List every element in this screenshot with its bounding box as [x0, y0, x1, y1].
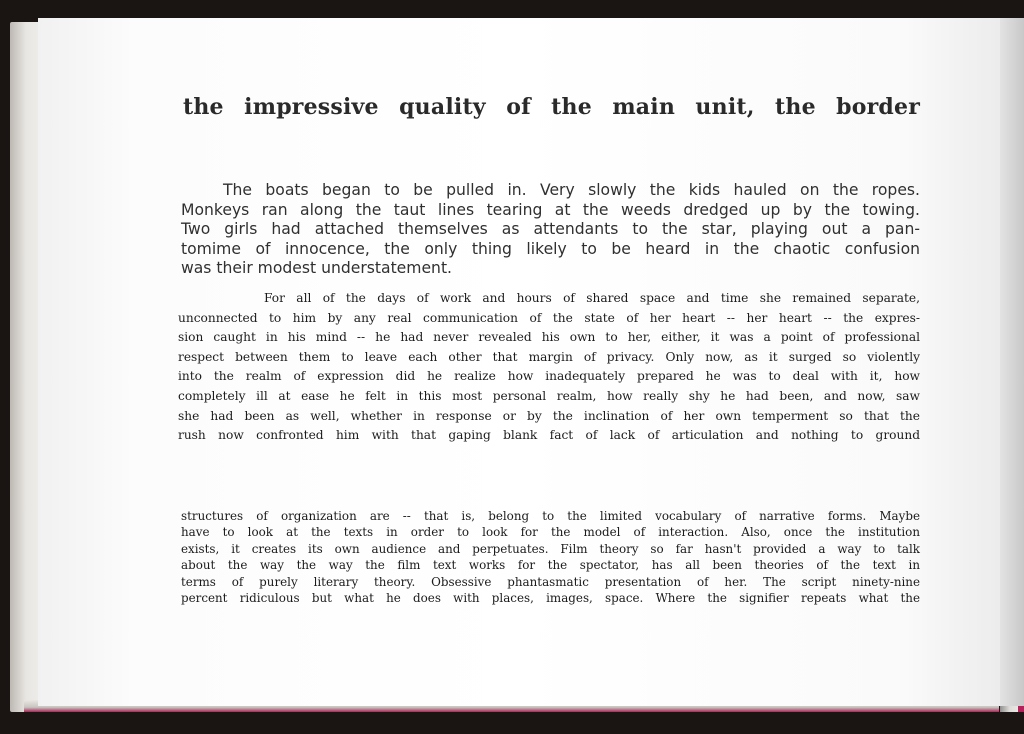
paragraph-line: she had been as well, whether in response or by the inclination of her own temperment so that the: [178, 408, 920, 423]
paragraph-line: sion caught in his mind -- he had never revealed his own to her, either, it was a point of professional: [178, 330, 920, 345]
paragraph-line: For all of the days of work and hours of shared space and time she remained separate,: [264, 291, 920, 305]
paragraph-line: terms of purely literary theory. Obsessive phantasmatic presentation of her. The script ninety-nine: [181, 574, 920, 589]
paragraph-line: percent ridiculous but what he does with places, images, space. Where the signifier repeats what the: [181, 591, 920, 606]
paragraph-line: tomime of innocence, the only thing likely to be heard in the chaotic confusion: [181, 239, 920, 258]
paragraph-line: exists, it creates its own audience and perpetuates. Film theory so far hasn't provided a way to talk: [181, 541, 920, 556]
paragraph-one: [181, 181, 920, 279]
paragraph-line: structures of organization are -- that is, belong to the limited vocabulary of narrative forms. Maybe: [181, 509, 920, 523]
page-heading: the impressive quality of the main unit, the border: [183, 94, 920, 120]
paragraph-line: unconnected to him by any real communication of the state of her heart -- her heart -- the expres-: [178, 310, 920, 325]
paragraph-line: completely ill at ease he felt in this most personal realm, how really shy he had been, and now, saw: [178, 388, 920, 403]
paragraph-line: Monkeys ran along the taut lines tearing at the weeds dredged up by the towing.: [181, 200, 920, 219]
paragraph-line: was their modest understatement.: [181, 259, 453, 278]
paragraph-line: Two girls had attached themselves as attendants to the star, playing out a pan-: [181, 220, 920, 239]
paragraph-line: rush now confronted him with that gaping blank fact of lack of articulation and nothing to ground: [178, 428, 920, 443]
paragraph-line: The boats began to be pulled in. Very slowly the kids hauled on the ropes.: [223, 181, 920, 199]
paragraph-two: [178, 289, 920, 446]
book-page: [38, 18, 1000, 706]
paragraph-line: respect between them to leave each other that margin of privacy. Only now, as it surged so violently: [178, 349, 920, 364]
paragraph-line: into the realm of expression did he realize how inadequately prepared he was to deal with it, how: [178, 369, 920, 384]
page-gutter: [1000, 18, 1024, 706]
paragraph-line: about the way the way the film text works for the spectator, has all been theories of the text in: [181, 558, 920, 573]
paragraph-three: [181, 508, 920, 606]
paragraph-line: have to look at the texts in order to look for the model of interaction. Also, once the institution: [181, 525, 920, 540]
